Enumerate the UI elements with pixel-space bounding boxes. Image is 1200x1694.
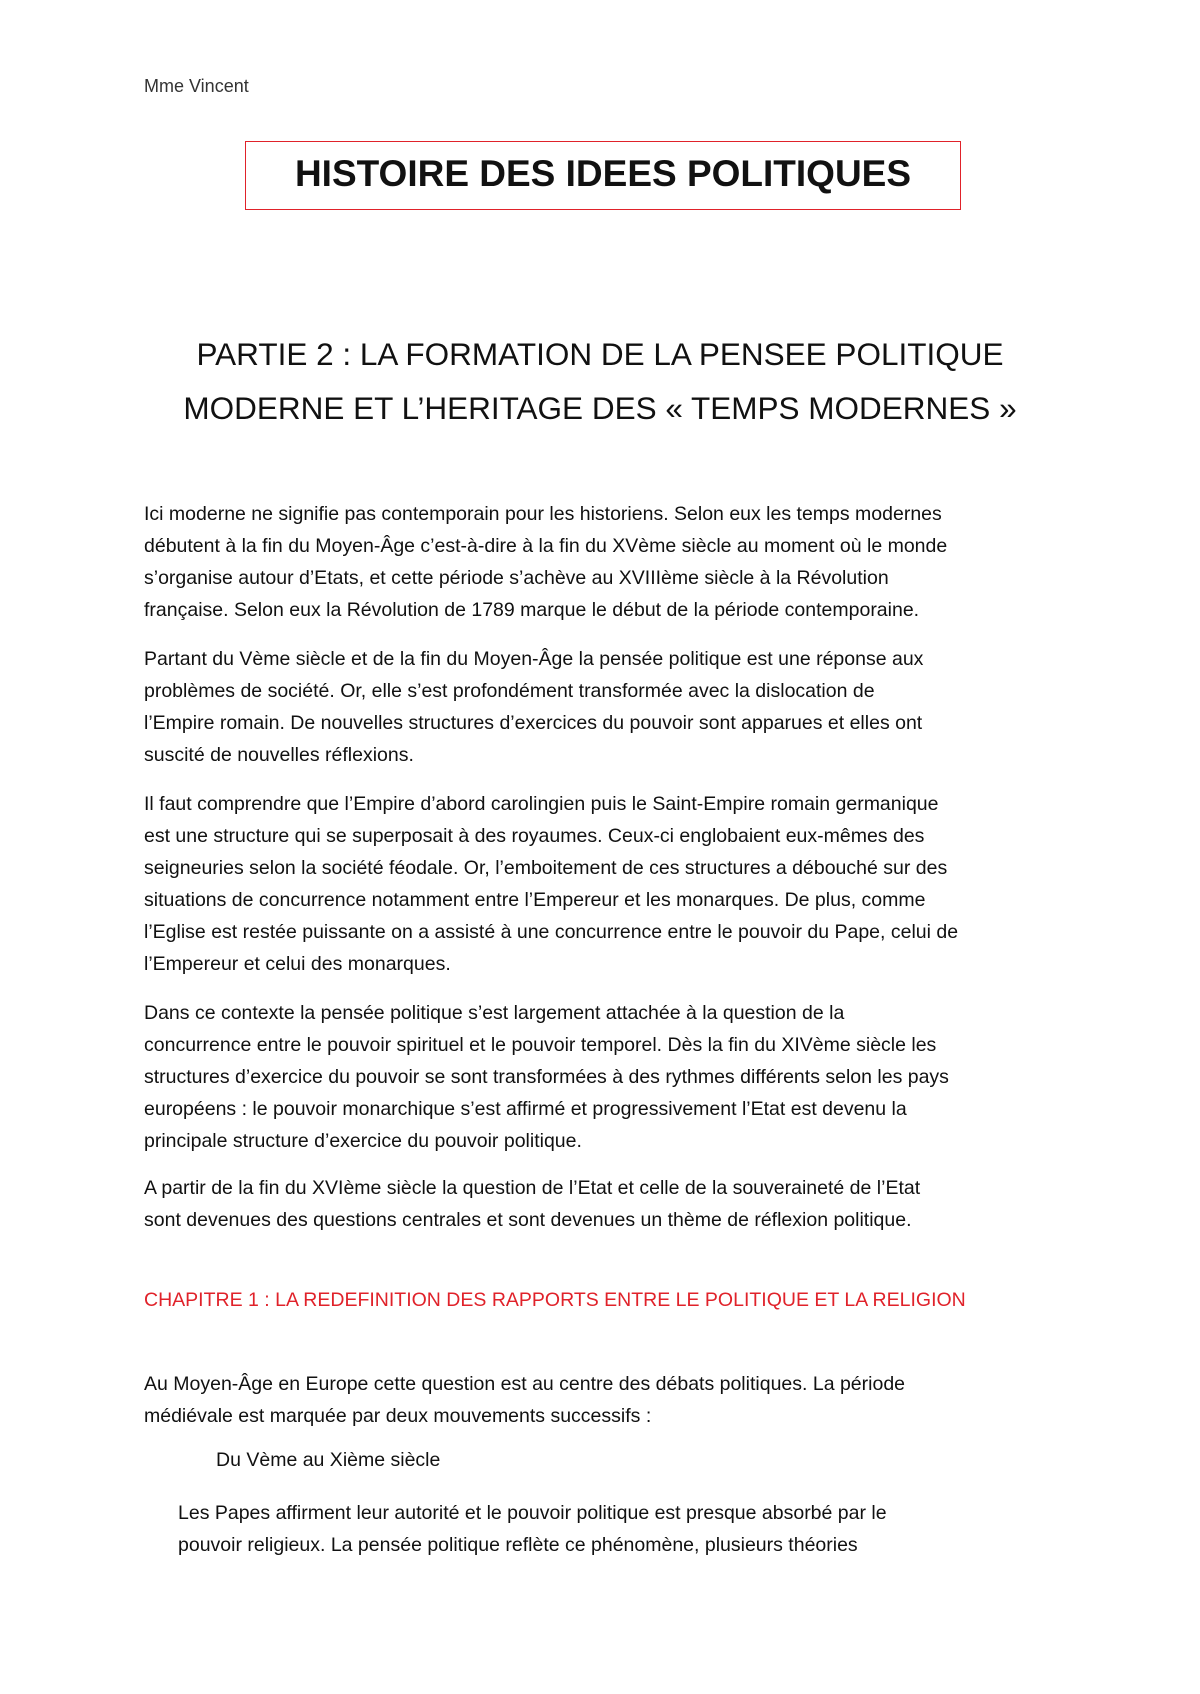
author-name: Mme Vincent bbox=[144, 76, 249, 96]
paragraph-line: l’Empire romain. De nouvelles structures d’exercices du pouvoir sont apparues et elles ont bbox=[144, 712, 923, 734]
sub-heading: Du Vème au Xième siècle bbox=[216, 1449, 441, 1471]
paragraph-line: médiévale est marquée par deux mouvements successifs : bbox=[144, 1405, 652, 1427]
part-title bbox=[120, 327, 1080, 435]
document-title: HISTOIRE DES IDEES POLITIQUES bbox=[294, 152, 912, 194]
paragraph-line: Partant du Vème siècle et de la fin du Moyen-Âge la pensée politique est une réponse aux bbox=[144, 648, 924, 670]
title-box bbox=[245, 141, 961, 210]
paragraph-line: A partir de la fin du XVIème siècle la question de l’Etat et celle de la souveraineté de l’Etat bbox=[144, 1177, 921, 1199]
paragraph-line: est une structure qui se superposait à des royaumes. Ceux-ci englobaient eux-mêmes des bbox=[144, 825, 925, 847]
paragraph-line: s’organise autour d’Etats, et cette période s’achève au XVIIIème siècle à la Révolution bbox=[144, 567, 889, 589]
paragraph-line: débutent à la fin du Moyen-Âge c’est-à-dire à la fin du XVème siècle au moment où le monde bbox=[144, 535, 948, 557]
chapter-intro bbox=[144, 1368, 1074, 1432]
paragraph-line: Il faut comprendre que l’Empire d’abord carolingien puis le Saint-Empire romain germanique bbox=[144, 793, 939, 815]
paragraph bbox=[144, 643, 1074, 771]
paragraph-line: situations de concurrence notamment entre l’Empereur et les monarques. De plus, comme bbox=[144, 889, 926, 911]
sub-paragraph bbox=[178, 1497, 1078, 1561]
part-title-line: PARTIE 2 : LA FORMATION DE LA PENSEE POLITIQUE bbox=[196, 336, 1004, 372]
paragraph bbox=[144, 788, 1074, 980]
paragraph-line: seigneuries selon la société féodale. Or, l’emboitement de ces structures a débouché sur des bbox=[144, 857, 948, 879]
paragraph-line: structures d’exercice du pouvoir se sont transformées à des rythmes différents selon les pays bbox=[144, 1066, 949, 1088]
paragraph-line: sont devenues des questions centrales et sont devenues un thème de réflexion politique. bbox=[144, 1209, 912, 1231]
paragraph-line: française. Selon eux la Révolution de 1789 marque le début de la période contemporaine. bbox=[144, 599, 920, 621]
paragraph-line: Au Moyen-Âge en Europe cette question est au centre des débats politiques. La période bbox=[144, 1373, 906, 1395]
paragraph bbox=[144, 997, 1074, 1157]
chapter-heading: CHAPITRE 1 : LA REDEFINITION DES RAPPORTS ENTRE LE POLITIQUE ET LA RELIGION bbox=[144, 1289, 966, 1311]
paragraph-line: européens : le pouvoir monarchique s’est affirmé et progressivement l’Etat est devenu la bbox=[144, 1098, 907, 1120]
paragraph-line: Ici moderne ne signifie pas contemporain pour les historiens. Selon eux les temps modernes bbox=[144, 503, 942, 525]
paragraph-line: l’Eglise est restée puissante on a assisté à une concurrence entre le pouvoir du Pape, celui de bbox=[144, 921, 959, 943]
paragraph-line: Les Papes affirment leur autorité et le pouvoir politique est presque absorbé par le bbox=[178, 1502, 887, 1524]
part-title-line: MODERNE ET L’HERITAGE DES « TEMPS MODERNES » bbox=[183, 390, 1017, 426]
paragraph bbox=[144, 498, 1074, 626]
paragraph-line: l’Empereur et celui des monarques. bbox=[144, 953, 451, 975]
paragraph-line: pouvoir religieux. La pensée politique reflète ce phénomène, plusieurs théories bbox=[178, 1534, 858, 1556]
paragraph-line: problèmes de société. Or, elle s’est profondément transformée avec la dislocation de bbox=[144, 680, 875, 702]
paragraph bbox=[144, 1172, 1074, 1236]
paragraph-line: principale structure d’exercice du pouvoir politique. bbox=[144, 1130, 582, 1152]
paragraph-line: concurrence entre le pouvoir spirituel et le pouvoir temporel. Dès la fin du XIVème siècle les bbox=[144, 1034, 937, 1056]
paragraph-line: Dans ce contexte la pensée politique s’est largement attachée à la question de la bbox=[144, 1002, 845, 1024]
paragraph-line: suscité de nouvelles réflexions. bbox=[144, 744, 414, 766]
